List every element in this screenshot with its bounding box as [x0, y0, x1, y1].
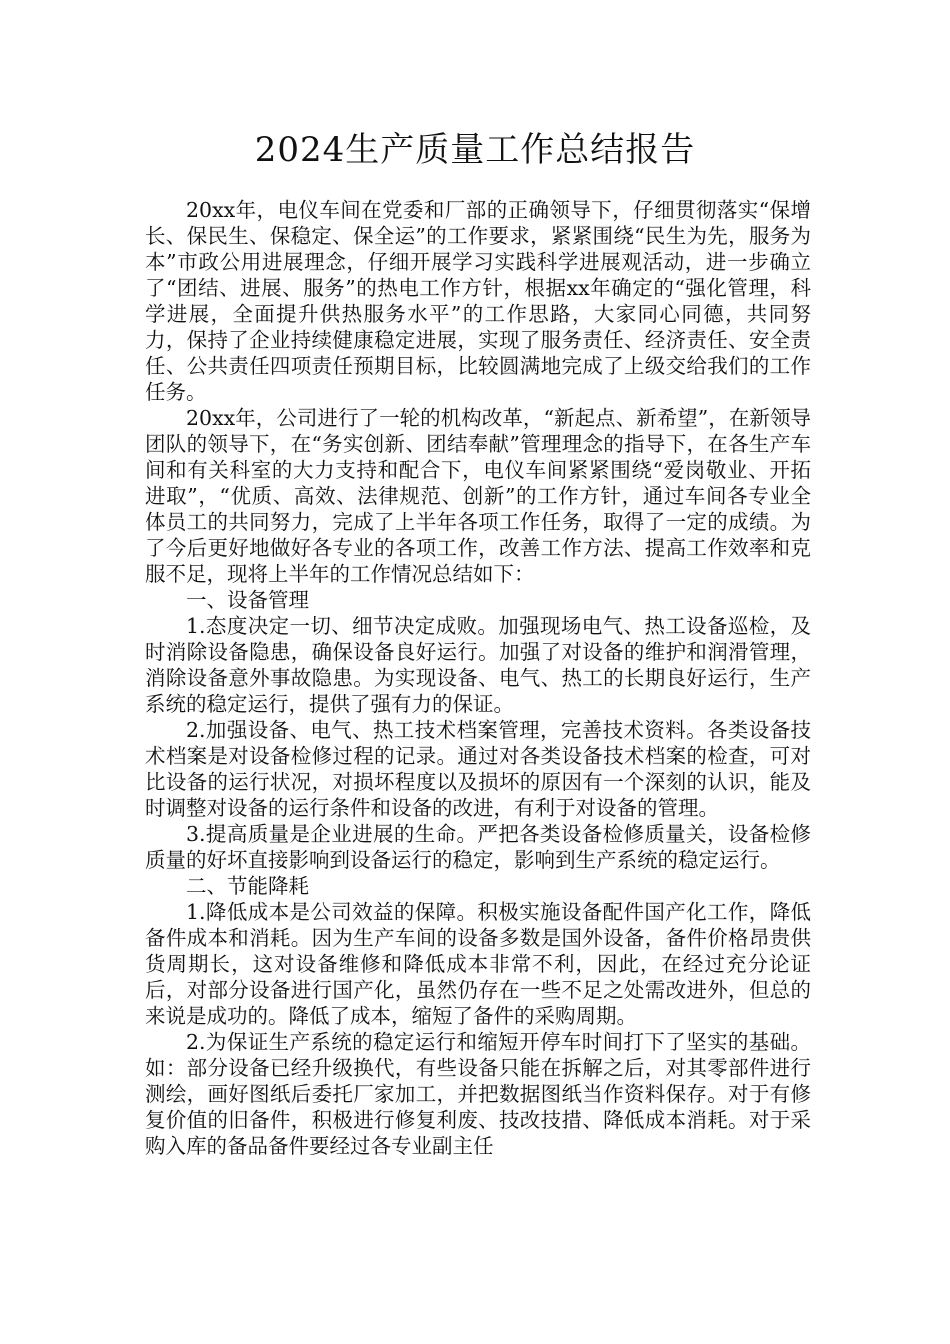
paragraph-energy-2: 2.为保证生产系统的稳定运行和缩短开停车时间打下了坚实的基础。如：部分设备已经升级换代，有些设备只能在拆解之后，对其零部件进行测绘，画好图纸后委托厂家加工，并把数据图纸当作资料保存。对于有修复价值的旧备件，积极进行修复利废、技改技措、降低成本消耗。对于采购入库的备品备件要经过各专业副主任 — [145, 1030, 811, 1158]
paragraph-energy-1: 1.降低成本是公司效益的保障。积极实施设备配件国产化工作，降低备件成本和消耗。因为生产车间的设备多数是国外设备，备件价格昂贵供货周期长，这对设备维修和降低成本非常不利，因此，在经过充分论证后，对部分设备进行国产化，虽然仍存在一些不足之处需改进外，但总的来说是成功的。降低了成本，缩短了备件的采购周期。 — [145, 900, 811, 1028]
paragraph-equipment-2: 2.加强设备、电气、热工技术档案管理，完善技术资料。各类设备技术档案是对设备检修过程的记录。通过对各类设备技术档案的检查，可对比设备的运行状况，对损坏程度以及损坏的原因有一个深刻的认识，能及时调整对设备的运行条件和设备的改进，有利于对设备的管理。 — [145, 718, 811, 820]
paragraph-reform: 20xx年，公司进行了一轮的机构改革，“新起点、新希望”，在新领导团队的领导下，在“务实创新、团结奉献”管理理念的指导下，在各生产车间和有关科室的大力支持和配合下，电仪车间紧紧围绕“爱岗敬业、开拓进取”，“优质、高效、法律规范、创新”的工作方针，通过车间各专业全体员工的共同努力，完成了上半年各项工作任务，取得了一定的成绩。为了今后更好地做好各专业的各项工作，改善工作方法、提高工作效率和克服不足，现将上半年的工作情况总结如下： — [145, 406, 811, 586]
paragraph-equipment-1: 1.态度决定一切、细节决定成败。加强现场电气、热工设备巡检，及时消除设备隐患，确保设备良好运行。加强了对设备的维护和润滑管理，消除设备意外事故隐患。为实现设备、电气、热工的长期良好运行，生产系统的稳定运行，提供了强有力的保证。 — [145, 614, 811, 716]
paragraph-equipment-3: 3.提高质量是企业进展的生命。严把各类设备检修质量关，设备检修质量的好坏直接影响到设备运行的稳定，影响到生产系统的稳定运行。 — [145, 822, 811, 872]
paragraph-intro: 20xx年，电仪车间在党委和厂部的正确领导下，仔细贯彻落实“保增长、保民生、保稳定、保全运”的工作要求，紧紧围绕“民生为先，服务为本”市政公用进展理念，仔细开展学习实践科学进展观活动，进一步确立了“团结、进展、服务”的热电工作方针，根据xx年确定的“强化管理，科学进展，全面提升供热服务水平”的工作思路，大家同心同德，共同努力，保持了企业持续健康稳定进展，实现了服务责任、经济责任、安全责任、公共责任四项责任预期目标，比较圆满地完成了上级交给我们的工作任务。 — [145, 198, 811, 404]
section-heading-energy: 二、节能降耗 — [186, 874, 309, 898]
document-body — [145, 197, 811, 1159]
document-title: 2024生产质量工作总结报告 — [254, 130, 696, 170]
section-heading-equipment: 一、设备管理 — [186, 588, 309, 612]
